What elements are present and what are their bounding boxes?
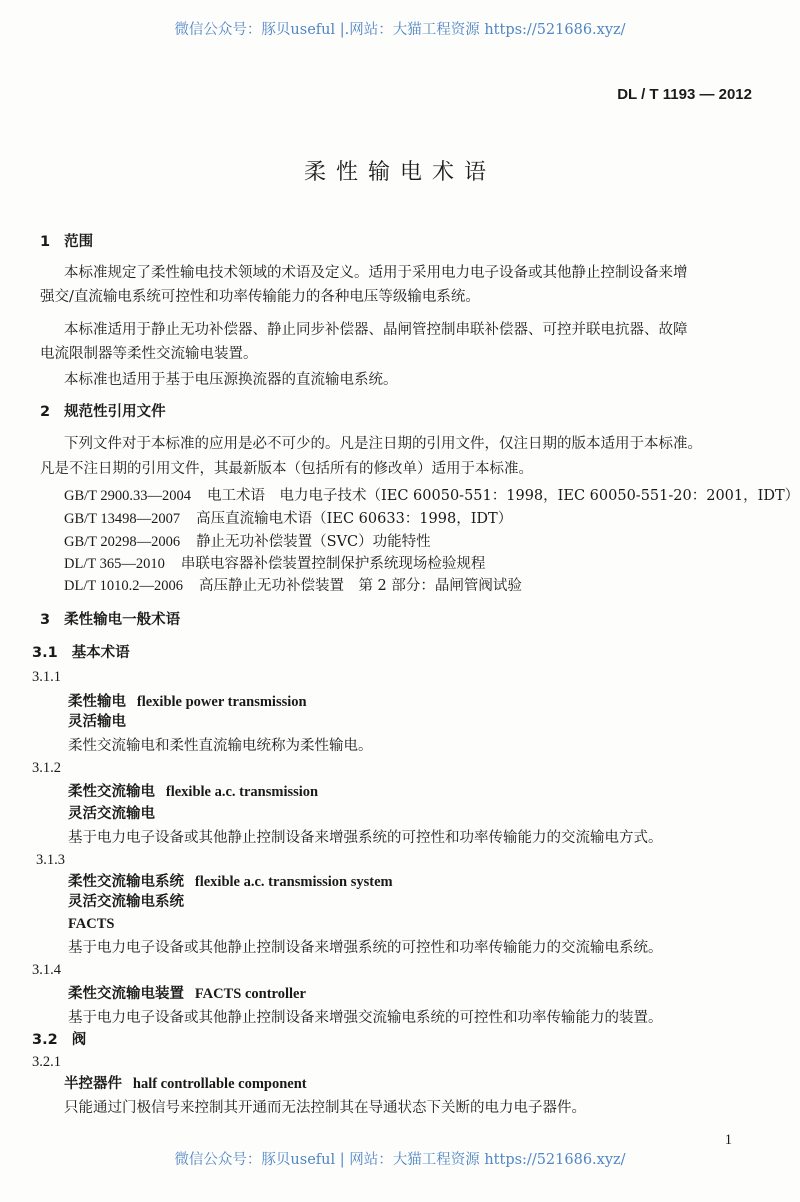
section-1-heading bbox=[40, 232, 93, 252]
section-title: 范围 bbox=[64, 234, 94, 250]
reference-item bbox=[64, 576, 522, 596]
reference-item bbox=[64, 554, 485, 574]
watermark-top: 微信公众号：豚贝useful |.网站：大猫工程资源 https://521686.xyz/ bbox=[174, 22, 626, 38]
term-number: 3.1.3 bbox=[36, 852, 65, 868]
section-number: 3 bbox=[40, 612, 51, 628]
paragraph: 强交/直流输电系统可控性和功率传输能力的各种电压等级输电系统。 bbox=[40, 289, 480, 305]
term-cn: 柔性交流输电装置 bbox=[68, 986, 184, 1002]
reference-code: DL/T 365—2010 bbox=[64, 556, 165, 572]
term-alt-text: 灵活输电 bbox=[68, 714, 126, 730]
term-alt bbox=[68, 804, 155, 824]
term-definition: 柔性交流输电和柔性直流输电统称为柔性输电。 bbox=[68, 738, 373, 754]
term-cn: 柔性交流输电 bbox=[68, 784, 155, 800]
reference-title: 静止无功补偿装置（SVC）功能特性 bbox=[196, 534, 431, 550]
paragraph: 本标准也适用于基于电压源换流器的直流输电系统。 bbox=[64, 372, 398, 388]
term-number: 3.1.2 bbox=[32, 760, 61, 776]
reference-item bbox=[64, 486, 799, 506]
term-en: flexible a.c. transmission system bbox=[194, 874, 393, 890]
term-definition: 基于电力电子设备或其他静止控制设备来增强系统的可控性和功率传输能力的交流输电系统。 bbox=[68, 940, 663, 956]
term-definition: 基于电力电子设备或其他静止控制设备来增强系统的可控性和功率传输能力的交流输电方式。 bbox=[68, 830, 663, 846]
standard-code: DL / T 1193 — 2012 bbox=[617, 86, 752, 103]
term-cn: 柔性输电 bbox=[68, 694, 126, 710]
reference-code: GB/T 2900.33—2004 bbox=[64, 488, 192, 504]
reference-title: 串联电容器补偿装置控制保护系统现场检验规程 bbox=[180, 556, 486, 572]
term-en: flexible power transmission bbox=[136, 694, 307, 710]
term-definition: 基于电力电子设备或其他静止控制设备来增强交流输电系统的可控性和功率传输能力的装置。 bbox=[68, 1010, 663, 1026]
reference-title: 高压静止无功补偿装置 第 2 部分：晶闸管阀试验 bbox=[198, 578, 522, 594]
watermark-bottom: 微信公众号：豚贝useful | 网站：大猫工程资源 https://521686.xyz/ bbox=[174, 1152, 626, 1168]
reference-code: DL/T 1010.2—2006 bbox=[64, 578, 183, 594]
term-en: half controllable component bbox=[132, 1076, 307, 1092]
paragraph: 本标准规定了柔性输电技术领域的术语及定义。适用于采用电力电子设备或其他静止控制设备来增 bbox=[64, 265, 688, 281]
term-alt bbox=[68, 892, 184, 912]
section-number: 3.1 bbox=[32, 645, 58, 661]
term-alt-text: 灵活交流输电 bbox=[68, 806, 155, 822]
paragraph: 电流限制器等柔性交流输电装置。 bbox=[40, 346, 258, 362]
term-number: 3.2.1 bbox=[32, 1054, 61, 1070]
term-en: FACTS controller bbox=[194, 986, 306, 1002]
term-cn: 半控器件 bbox=[64, 1076, 122, 1092]
paragraph: 凡是不注日期的引用文件，其最新版本（包括所有的修改单）适用于本标准。 bbox=[40, 461, 533, 477]
section-title: 基本术语 bbox=[71, 645, 130, 661]
paragraph: 下列文件对于本标准的应用是必不可少的。凡是注日期的引用文件，仅注日期的版本适用于本标准。 bbox=[64, 436, 702, 452]
term-heading bbox=[68, 692, 307, 712]
term-alt bbox=[68, 712, 126, 732]
section-3-2-heading bbox=[32, 1030, 86, 1050]
section-3-heading bbox=[40, 610, 180, 630]
section-3-1-heading bbox=[32, 643, 130, 663]
reference-item bbox=[64, 532, 431, 552]
term-definition: 只能通过门极信号来控制其开通而无法控制其在导通状态下关断的电力电子器件。 bbox=[64, 1100, 586, 1116]
term-heading bbox=[68, 984, 306, 1004]
term-en: flexible a.c. transmission bbox=[165, 784, 319, 800]
term-number: 3.1.4 bbox=[32, 962, 61, 978]
term-heading bbox=[68, 872, 393, 892]
page-number: 1 bbox=[724, 1132, 732, 1148]
term-abbreviation: FACTS bbox=[68, 916, 115, 932]
reference-code: GB/T 13498—2007 bbox=[64, 511, 181, 527]
term-heading bbox=[64, 1074, 307, 1094]
section-title: 规范性引用文件 bbox=[64, 404, 166, 420]
section-title: 柔性输电一般术语 bbox=[64, 612, 181, 628]
reference-title: 电工术语 电力电子技术（IEC 60050-551：1998，IEC 60050-551-20：2001，IDT） bbox=[207, 488, 800, 504]
term-alt-text: 灵活交流输电系统 bbox=[68, 894, 184, 910]
paragraph: 本标准适用于静止无功补偿器、静止同步补偿器、晶闸管控制串联补偿器、可控并联电抗器、故障 bbox=[64, 322, 688, 338]
section-number: 3.2 bbox=[32, 1032, 58, 1048]
section-number: 2 bbox=[40, 404, 51, 420]
section-title: 阀 bbox=[71, 1032, 87, 1048]
term-heading bbox=[68, 782, 318, 802]
reference-title: 高压直流输电术语（IEC 60633：1998，IDT） bbox=[196, 511, 513, 527]
reference-item bbox=[64, 509, 512, 529]
section-number: 1 bbox=[40, 234, 51, 250]
reference-code: GB/T 20298—2006 bbox=[64, 534, 181, 550]
section-2-heading bbox=[40, 402, 166, 422]
term-number: 3.1.1 bbox=[32, 669, 61, 685]
page-title: 柔性输电术语 bbox=[303, 160, 496, 185]
term-cn: 柔性交流输电系统 bbox=[68, 874, 184, 890]
